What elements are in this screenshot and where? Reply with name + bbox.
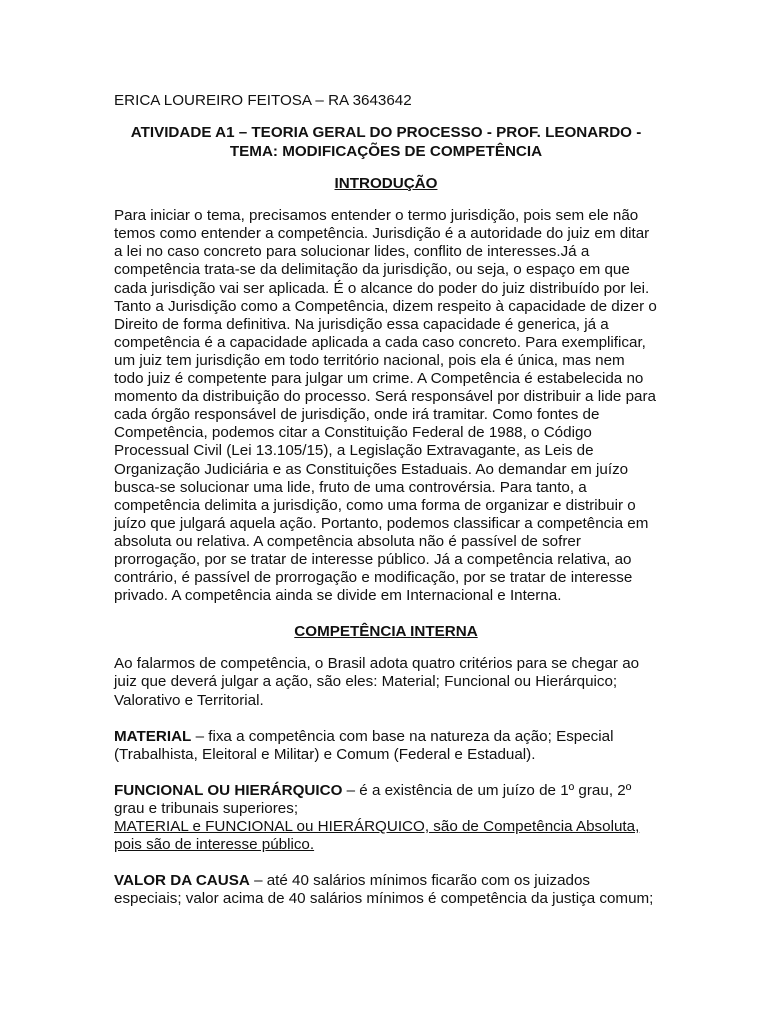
intro-paragraph: Para iniciar o tema, precisamos entender o termo jurisdição, pois sem ele não temos como entender a competência. Jurisdição é a autoridade do juiz em ditar a lei no caso concreto para solucionar lides, conflito de interesses.Já a competência trata-se da delimitação da jurisdição, ou seja, o espaço em que cada jurisdição vai ser aplicada. É o alcance do poder do juiz distribuído por lei. Tanto a Jurisdição como a Competência, dizem respeito à capacidade de dizer o Direito de forma definitiva. Na jurisdição essa capacidade é generica, já a competência é a capacidade aplicada a cada caso concreto. Para exemplificar, um juiz tem jurisdição em todo território nacional, pois ela é única, mas nem todo juiz é competente para julgar um crime. A Competência é estabelecida no momento da distribuição do processo. Será responsável por distribuir a lide para cada órgão responsável de jurisdição, onde irá tramitar. Como fontes de Competência, podemos citar a Constituição Federal de 1988, o Código Processual Civil (Lei 13.105/15), a Legislação Extravagante, as Leis de Organização Judiciária e as Constituições Estaduais. Ao demandar em juízo busca-se solucionar uma lide, fruto de uma controvérsia. Para tanto, a competência delimita a jurisdição, como uma forma de organizar e distribuir o juízo que julgará aquela ação. Portanto, podemos classificar a competência em absoluta ou relativa. A competência absoluta não é passível de sofrer prorrogação, por se tratar de interesse público. Já a competência relativa, ao contrário, é passível de prorrogação e modificação, por se tratar de interesse privado. A competência ainda se divide em Internacional e Interna. <box>114 207 657 605</box>
material-term: MATERIAL <box>114 727 192 745</box>
funcional-paragraph <box>114 782 658 818</box>
funcional-text: – é a existência de um juízo de 1º grau, 2º grau e tribunais superiores; <box>114 781 632 817</box>
absolute-competence-note <box>114 818 658 854</box>
valor-causa-term: VALOR DA CAUSA <box>114 872 250 890</box>
valor-causa-text: – até 40 salários mínimos ficarão com os juizados especiais; valor acima de 40 salários mínimos é competência da justiça comum; <box>114 872 654 908</box>
valor-causa-paragraph <box>114 872 658 908</box>
material-text: – fixa a competência com base na natureza da ação; Especial (Trabalhista, Eleitoral e Militar) e Comum (Federal e Estadual). <box>114 727 614 763</box>
material-paragraph <box>114 728 658 764</box>
title-line-2: TEMA: MODIFICAÇÕES DE COMPETÊNCIA <box>229 142 543 160</box>
funcional-term: FUNCIONAL OU HIERÁRQUICO <box>114 781 343 799</box>
absolute-note-line-2: pois são de interesse público. <box>114 836 315 854</box>
title-line-1: ATIVIDADE A1 – TEORIA GERAL DO PROCESSO - PROF. LEONARDO - <box>130 124 642 142</box>
internal-competence-heading: COMPETÊNCIA INTERNA <box>294 623 478 641</box>
document-title <box>114 124 658 161</box>
intro-heading: INTRODUÇÃO <box>334 175 438 193</box>
author-line: ERICA LOUREIRO FEITOSA – RA 3643642 <box>114 92 412 109</box>
absolute-note-line-1: MATERIAL e FUNCIONAL ou HIERÁRQUICO, são de Competência Absoluta, <box>114 818 640 835</box>
document-page <box>114 92 658 926</box>
internal-competence-paragraph: Ao falarmos de competência, o Brasil adota quatro critérios para se chegar ao juiz que deverá julgar a ação, são eles: Material; Funcional ou Hierárquico; Valorativo e Territorial. <box>114 655 640 709</box>
